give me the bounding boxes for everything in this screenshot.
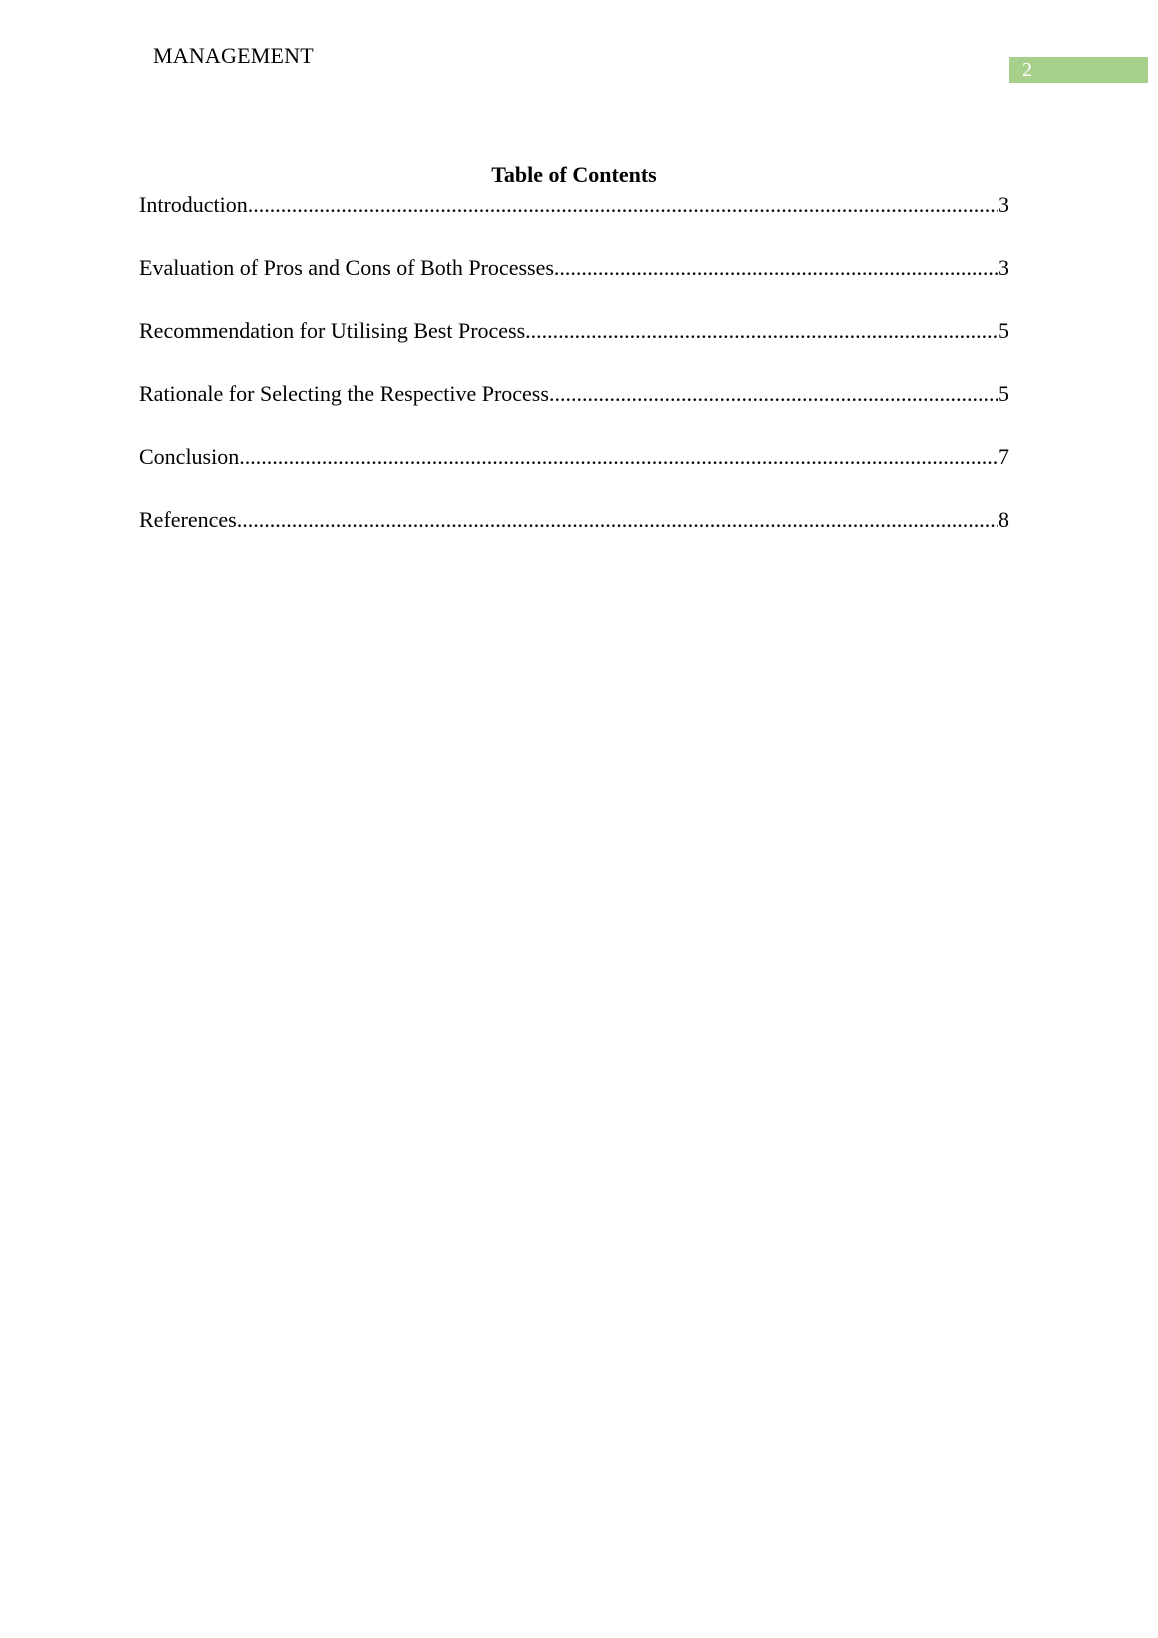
toc-entry-label: Rationale for Selecting the Respective Process bbox=[139, 381, 549, 406]
toc-entry-label: Conclusion bbox=[139, 444, 240, 469]
toc-entry-page: 5 bbox=[998, 318, 1009, 343]
toc-entry-label: References bbox=[139, 507, 237, 532]
toc-dot-leader bbox=[525, 318, 998, 344]
table-of-contents bbox=[139, 192, 1009, 570]
toc-entry-conclusion[interactable] bbox=[139, 444, 1009, 470]
toc-entry-rationale[interactable] bbox=[139, 381, 1009, 407]
toc-dot-leader bbox=[554, 255, 998, 281]
running-header: MANAGEMENT bbox=[153, 43, 314, 68]
toc-entry-label: Evaluation of Pros and Cons of Both Processes bbox=[139, 255, 554, 280]
page-number: 2 bbox=[1022, 59, 1032, 81]
toc-dot-leader bbox=[549, 381, 998, 407]
toc-entry-page: 7 bbox=[998, 444, 1009, 469]
toc-entry-label: Recommendation for Utilising Best Process bbox=[139, 318, 526, 343]
toc-entry-references[interactable] bbox=[139, 507, 1009, 533]
toc-dot-leader bbox=[239, 444, 998, 470]
toc-dot-leader bbox=[237, 507, 998, 533]
page-number-badge bbox=[1009, 57, 1148, 83]
toc-entry-page: 8 bbox=[998, 507, 1009, 532]
toc-entry-evaluation[interactable] bbox=[139, 255, 1009, 281]
toc-entry-label: Introduction bbox=[139, 192, 248, 217]
toc-entry-page: 3 bbox=[998, 192, 1009, 217]
toc-dot-leader bbox=[248, 192, 998, 218]
toc-entry-page: 5 bbox=[998, 381, 1009, 406]
toc-entry-page: 3 bbox=[998, 255, 1009, 280]
toc-entry-recommendation[interactable] bbox=[139, 318, 1009, 344]
toc-heading: Table of Contents bbox=[491, 162, 657, 187]
toc-entry-introduction[interactable] bbox=[139, 192, 1009, 218]
